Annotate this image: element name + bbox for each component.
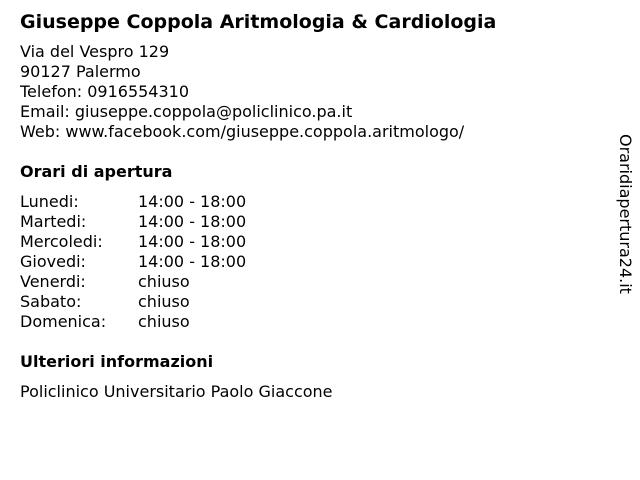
hours-day: Martedi: bbox=[20, 212, 87, 231]
hours-row-tuesday bbox=[20, 212, 600, 232]
hours-time: 14:00 - 18:00 bbox=[138, 252, 247, 271]
brand-watermark bbox=[610, 134, 640, 310]
phone-line: Telefon: 0916554310 bbox=[20, 82, 190, 101]
main-content bbox=[20, 10, 600, 402]
hours-time: chiuso bbox=[138, 292, 190, 311]
hours-time: 14:00 - 18:00 bbox=[138, 192, 247, 211]
address-block bbox=[20, 42, 600, 142]
more-info-text: Policlinico Universitario Paolo Giaccone bbox=[20, 382, 333, 401]
hours-day: Domenica: bbox=[20, 312, 107, 331]
street-address: Via del Vespro 129 bbox=[20, 42, 170, 61]
opening-hours-heading: Orari di apertura bbox=[20, 162, 173, 181]
business-name: Giuseppe Coppola Aritmologia & Cardiologia bbox=[20, 11, 497, 33]
hours-time: 14:00 - 18:00 bbox=[138, 232, 247, 251]
hours-row-wednesday bbox=[20, 232, 600, 252]
hours-day: Sabato: bbox=[20, 292, 82, 311]
hours-day: Lunedi: bbox=[20, 192, 79, 211]
hours-row-saturday bbox=[20, 292, 600, 312]
hours-time: chiuso bbox=[138, 272, 190, 291]
opening-hours-table bbox=[20, 192, 600, 332]
hours-day: Giovedi: bbox=[20, 252, 86, 271]
email-line: Email: giuseppe.coppola@policlinico.pa.it bbox=[20, 102, 353, 121]
hours-time: 14:00 - 18:00 bbox=[138, 212, 247, 231]
hours-row-thursday bbox=[20, 252, 600, 272]
hours-day: Venerdi: bbox=[20, 272, 86, 291]
hours-row-friday bbox=[20, 272, 600, 292]
hours-time: chiuso bbox=[138, 312, 190, 331]
city-postal: 90127 Palermo bbox=[20, 62, 141, 81]
web-line: Web: www.facebook.com/giuseppe.coppola.aritmologo/ bbox=[20, 122, 465, 141]
hours-day: Mercoledi: bbox=[20, 232, 103, 251]
hours-row-sunday bbox=[20, 312, 600, 332]
hours-row-monday bbox=[20, 192, 600, 212]
more-info-heading: Ulteriori informazioni bbox=[20, 352, 214, 371]
brand-text: Oraridiapertura24.it bbox=[616, 134, 635, 294]
